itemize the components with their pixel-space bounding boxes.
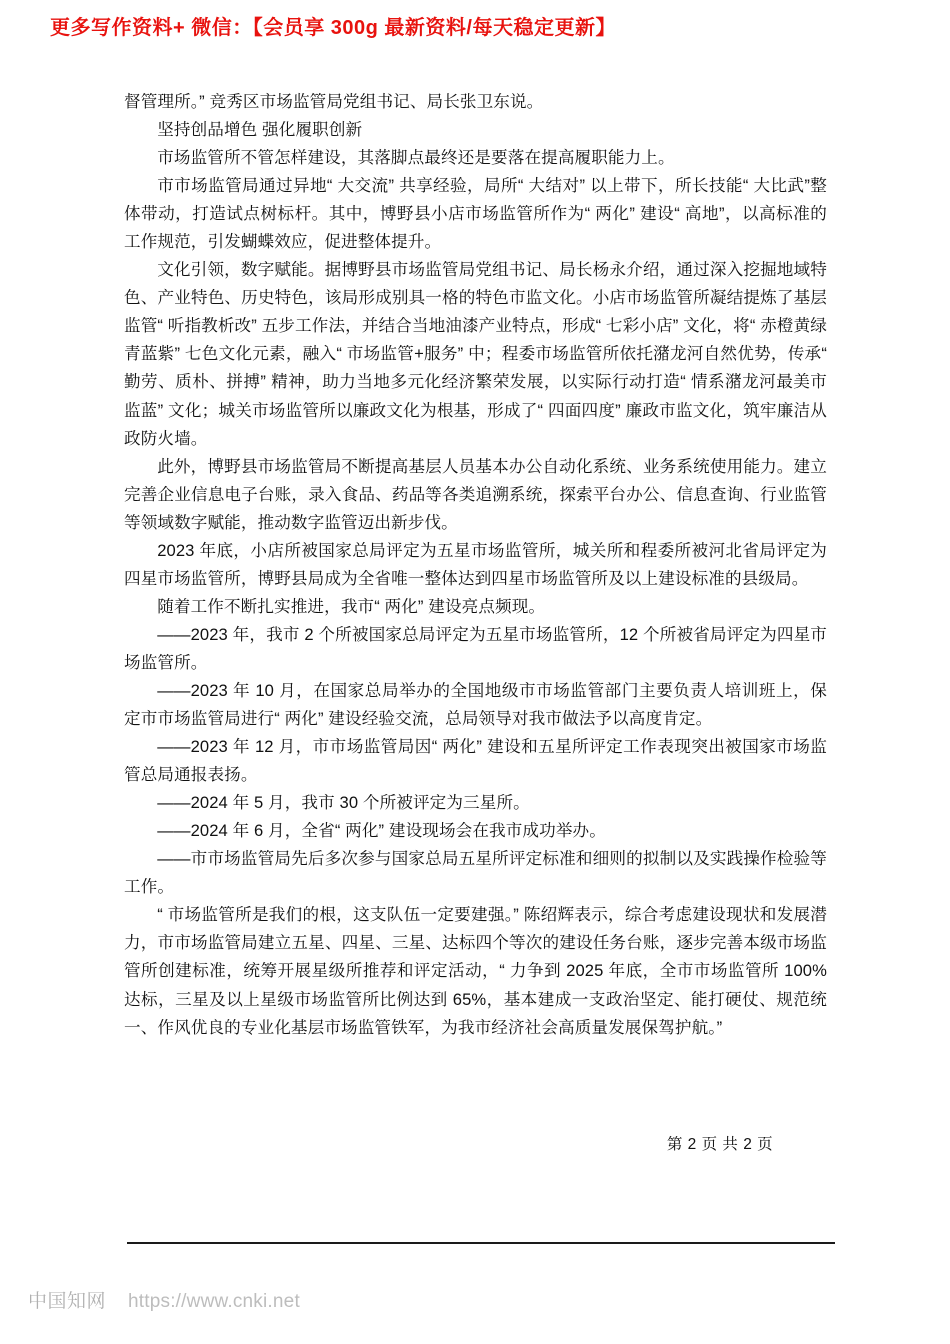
paragraph: ——2023 年 12 月，市市场监管局因“ 两化” 建设和五星所评定工作表现突出被国家市场监管总局通报表扬。: [124, 737, 827, 785]
paragraph: 随着工作不断扎实推进，我市“ 两化” 建设亮点频现。: [157, 596, 546, 616]
footer-divider: [127, 1242, 835, 1244]
paragraph: ——2024 年 6 月，全省“ 两化” 建设现场会在我市成功举办。: [157, 821, 606, 841]
document-body: [124, 88, 827, 1042]
cnki-url-text: https://www.cnki.net: [128, 1291, 300, 1312]
paragraph: 坚持创品增色 强化履职创新: [157, 120, 363, 140]
paragraph: “ 市场监管所是我们的根，这支队伍一定要建强。” 陈绍辉表示，综合考虑建设现状和发展潜力，市市场监管局建立五星、四星、三星、达标四个等次的建设任务台账，逐步完善本级市场监管所创建标准，统筹开展星级所推荐和评定活动，“ 力争到 2025 年底，全市市场监管所 100% 达标，三星及以上星级市场监管所比例达到 65%，基本建成一支政治坚定、能打硬仗、规范统一、作风优良的专业化基层市场监管铁军，为我市经济社会高质量发展保驾护航。”: [124, 905, 827, 1037]
promo-header-text: 更多写作资料+ 微信：【会员享 300g 最新资料/每天稳定更新】: [50, 17, 616, 39]
paragraph: ——2023 年，我市 2 个所被国家总局评定为五星市场监管所，12 个所被省局评定为四星市场监管所。: [124, 624, 827, 672]
paragraph: ——市市场监管局先后多次参与国家总局五星所评定标准和细则的拟制以及实践操作检验等工作。: [124, 849, 827, 897]
paragraph: 文化引领，数字赋能。据博野县市场监管局党组书记、局长杨永介绍，通过深入挖掘地域特色、产业特色、历史特色，该局形成别具一格的特色市监文化。小店市场监管所凝结提炼了基层监管“ 听指教析改” 五步工作法，并结合当地油漆产业特点，形成“ 七彩小店” 文化，将“ 赤橙黄绿青蓝紫” 七色文化元素，融入“ 市场监管+服务” 中；程委市场监管所依托潴龙河自然优势，传承“ 勤劳、质朴、拼搏” 精神，助力当地多元化经济繁荣发展，以实际行动打造“ 情系潴龙河最美市监蓝” 文化；城关市场监管所以廉政文化为根基，形成了“ 四面四度” 廉政市监文化，筑牢廉洁从政防火墙。: [124, 260, 827, 448]
paragraph: 市市场监管局通过异地“ 大交流” 共享经验，局所“ 大结对” 以上带下，所长技能“ 大比武”整体带动，打造试点树标杆。其中，博野县小店市场监管所作为“ 两化” 建设“ 高地”，以高标准的工作规范，引发蝴蝶效应，促进整体提升。: [124, 176, 827, 252]
paragraph: 此外，博野县市场监管局不断提高基层人员基本办公自动化系统、业务系统使用能力。建立完善企业信息电子台账，录入食品、药品等各类追溯系统，探索平台办公、信息查询、行业监管等领域数字赋能，推动数字监管迈出新步伐。: [124, 456, 827, 532]
paragraph: ——2024 年 5 月，我市 30 个所被评定为三星所。: [157, 793, 530, 813]
paragraph: 市场监管所不管怎样建设，其落脚点最终还是要落在提高履职能力上。: [157, 148, 675, 168]
page-footer: [0, 1132, 950, 1154]
paragraph: ——2023 年 10 月，在国家总局举办的全国地级市市场监管部门主要负责人培训班上，保定市市场监管局进行“ 两化” 建设经验交流，总局领导对我市做法予以高度肯定。: [124, 680, 827, 729]
page-number-label: 第 2 页 共 2 页: [666, 1136, 774, 1153]
paragraph: 督管理所。” 竞秀区市场监管局党组书记、局长张卫东说。: [124, 92, 544, 111]
cnki-logo-text: 中国知网: [28, 1291, 107, 1312]
cnki-watermark: [28, 1286, 300, 1313]
paragraph: 2023 年底，小店所被国家总局评定为五星市场监管所，城关所和程委所被河北省局评定为四星市场监管所，博野县局成为全省唯一整体达到四星市场监管所及以上建设标准的县级局。: [124, 540, 827, 588]
